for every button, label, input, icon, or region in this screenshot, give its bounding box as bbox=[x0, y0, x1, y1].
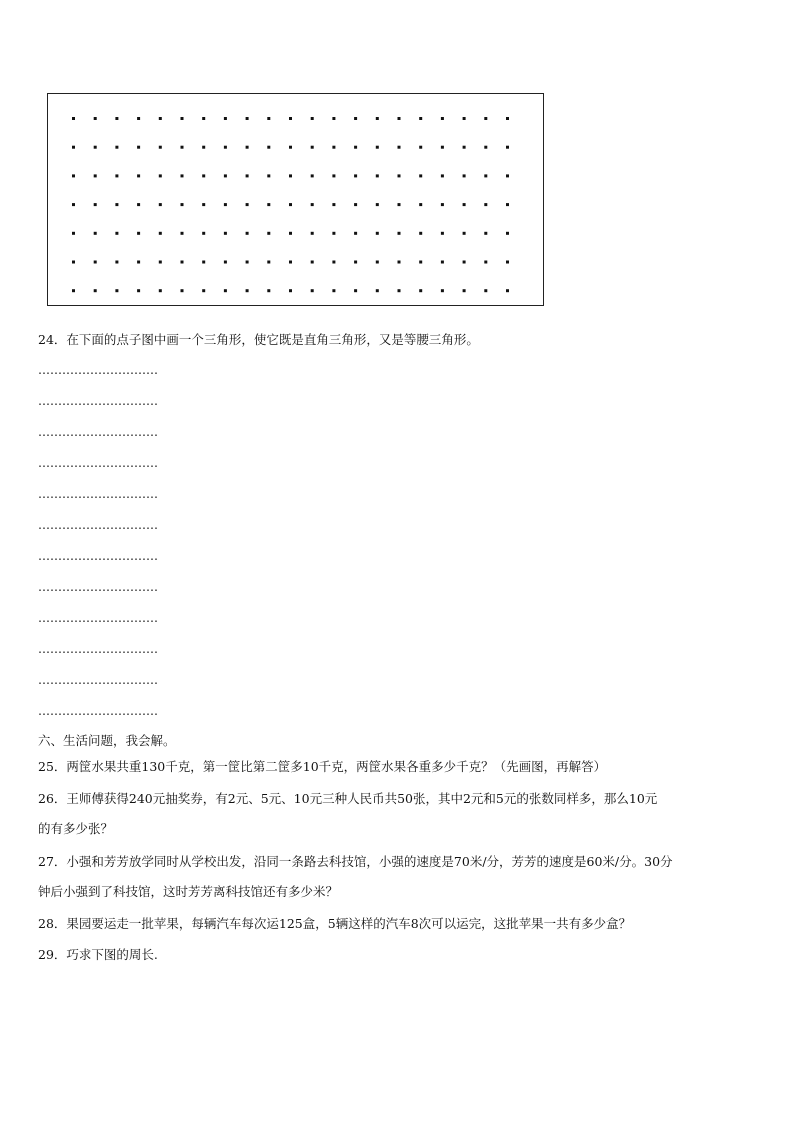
grid-dot bbox=[506, 261, 509, 264]
grid-dot bbox=[159, 174, 162, 177]
grid-dot bbox=[115, 117, 118, 120]
grid-dot bbox=[159, 232, 162, 235]
grid-dot bbox=[137, 146, 140, 149]
grid-dot bbox=[332, 117, 335, 120]
grid-dot bbox=[159, 203, 162, 206]
grid-dot bbox=[441, 203, 444, 206]
grid-dot bbox=[224, 203, 227, 206]
grid-dot bbox=[159, 117, 162, 120]
grid-dot bbox=[332, 261, 335, 264]
grid-dot bbox=[181, 261, 184, 264]
answer-dot-line: ………………………… bbox=[38, 580, 158, 594]
grid-dot bbox=[506, 232, 509, 235]
grid-dot bbox=[419, 174, 422, 177]
grid-dot bbox=[202, 289, 205, 292]
grid-dot bbox=[311, 174, 314, 177]
grid-dot bbox=[376, 261, 379, 264]
grid-dot bbox=[376, 117, 379, 120]
answer-dot-line: ………………………… bbox=[38, 673, 158, 687]
grid-dot bbox=[311, 289, 314, 292]
answer-dot-line: ………………………… bbox=[38, 642, 158, 656]
grid-dot bbox=[246, 146, 249, 149]
grid-dot bbox=[159, 289, 162, 292]
grid-dot bbox=[289, 203, 292, 206]
grid-dot bbox=[463, 174, 466, 177]
grid-dot bbox=[441, 261, 444, 264]
grid-dot bbox=[311, 117, 314, 120]
grid-dot bbox=[202, 174, 205, 177]
grid-dot bbox=[137, 232, 140, 235]
grid-dot bbox=[484, 232, 487, 235]
grid-dot bbox=[398, 232, 401, 235]
grid-dot bbox=[267, 174, 270, 177]
grid-dot bbox=[137, 174, 140, 177]
grid-dot bbox=[354, 117, 357, 120]
grid-dot bbox=[246, 261, 249, 264]
grid-dot bbox=[419, 117, 422, 120]
grid-dot bbox=[224, 146, 227, 149]
grid-dot bbox=[267, 261, 270, 264]
grid-dot bbox=[376, 232, 379, 235]
question-27-line-2: 钟后小强到了科技馆，这时芳芳离科技馆还有多少米？ bbox=[38, 884, 339, 899]
question-27-line-1: 27．小强和芳芳放学同时从学校出发，沿同一条路去科技馆，小强的速度是70米/分，芳芳的速度是60米/分。30分 bbox=[38, 854, 673, 869]
grid-dot bbox=[484, 174, 487, 177]
grid-dot bbox=[463, 117, 466, 120]
grid-dot bbox=[463, 146, 466, 149]
grid-dot bbox=[332, 174, 335, 177]
grid-dot bbox=[94, 289, 97, 292]
grid-dot bbox=[506, 174, 509, 177]
grid-dot bbox=[72, 232, 75, 235]
question-29: 29．巧求下图的周长. bbox=[38, 947, 158, 962]
grid-dot bbox=[289, 117, 292, 120]
grid-dot bbox=[267, 232, 270, 235]
grid-dot bbox=[202, 203, 205, 206]
grid-dot bbox=[398, 174, 401, 177]
grid-dot bbox=[137, 289, 140, 292]
grid-dot bbox=[159, 261, 162, 264]
grid-dot bbox=[419, 261, 422, 264]
grid-dot bbox=[224, 174, 227, 177]
question-25: 25．两筐水果共重130千克，第一筐比第二筐多10千克，两筐水果各重多少千克？（先画图，再解答） bbox=[38, 759, 607, 774]
answer-dot-line: ………………………… bbox=[38, 394, 158, 408]
grid-dot bbox=[354, 146, 357, 149]
grid-dot bbox=[484, 117, 487, 120]
grid-dot bbox=[376, 203, 379, 206]
grid-dot bbox=[115, 146, 118, 149]
grid-dot bbox=[94, 232, 97, 235]
answer-dot-line: ………………………… bbox=[38, 487, 158, 501]
grid-dot bbox=[354, 289, 357, 292]
grid-dot bbox=[484, 261, 487, 264]
grid-dot bbox=[354, 203, 357, 206]
question-28: 28．果园要运走一批苹果，每辆汽车每次运125盒，5辆这样的汽车8次可以运完，这批苹果一共有多少盒？ bbox=[38, 916, 632, 931]
grid-dot bbox=[115, 174, 118, 177]
grid-dot bbox=[354, 174, 357, 177]
grid-dot bbox=[267, 289, 270, 292]
grid-dot bbox=[224, 289, 227, 292]
grid-dot bbox=[441, 174, 444, 177]
question-24: 24．在下面的点子图中画一个三角形，使它既是直角三角形，又是等腰三角形。 bbox=[38, 332, 479, 347]
grid-dot bbox=[137, 117, 140, 120]
grid-dot bbox=[202, 232, 205, 235]
grid-dot bbox=[332, 289, 335, 292]
grid-dot bbox=[246, 117, 249, 120]
grid-dot bbox=[289, 289, 292, 292]
grid-dot bbox=[115, 203, 118, 206]
answer-dot-line: ………………………… bbox=[38, 456, 158, 470]
answer-dot-line: ………………………… bbox=[38, 611, 158, 625]
grid-dot bbox=[376, 146, 379, 149]
grid-dot bbox=[419, 232, 422, 235]
grid-dot bbox=[398, 117, 401, 120]
grid-dot bbox=[289, 232, 292, 235]
grid-dot bbox=[506, 203, 509, 206]
grid-dot bbox=[181, 232, 184, 235]
grid-dot bbox=[398, 261, 401, 264]
grid-dot bbox=[441, 146, 444, 149]
grid-dot bbox=[419, 146, 422, 149]
grid-dot bbox=[289, 174, 292, 177]
grid-dot bbox=[484, 146, 487, 149]
grid-dot bbox=[94, 203, 97, 206]
grid-dot bbox=[115, 261, 118, 264]
grid-dot bbox=[354, 232, 357, 235]
grid-dot bbox=[224, 232, 227, 235]
grid-dot bbox=[419, 203, 422, 206]
grid-dot bbox=[159, 146, 162, 149]
grid-dot bbox=[202, 261, 205, 264]
answer-dot-line: ………………………… bbox=[38, 549, 158, 563]
grid-dot bbox=[224, 117, 227, 120]
grid-dot bbox=[506, 289, 509, 292]
grid-dot bbox=[506, 146, 509, 149]
section-6-heading: 六、生活问题，我会解。 bbox=[38, 733, 176, 748]
grid-dot bbox=[311, 261, 314, 264]
grid-dot bbox=[332, 203, 335, 206]
question-26-line-1: 26．王师傅获得240元抽奖券，有2元、5元、10元三种人民币共50张，其中2元和5元的张数同样多，那么10元 bbox=[38, 791, 658, 806]
grid-dot bbox=[398, 289, 401, 292]
grid-dot bbox=[181, 289, 184, 292]
grid-dot bbox=[484, 289, 487, 292]
grid-dot bbox=[137, 261, 140, 264]
grid-dot bbox=[463, 232, 466, 235]
grid-dot bbox=[441, 117, 444, 120]
grid-dot bbox=[484, 203, 487, 206]
answer-dot-line: ………………………… bbox=[38, 425, 158, 439]
grid-dot bbox=[441, 232, 444, 235]
grid-dot bbox=[398, 203, 401, 206]
grid-dot bbox=[463, 289, 466, 292]
grid-dot bbox=[94, 146, 97, 149]
grid-dot bbox=[115, 289, 118, 292]
grid-dot bbox=[419, 289, 422, 292]
grid-dot bbox=[72, 117, 75, 120]
grid-dot bbox=[94, 261, 97, 264]
answer-dot-line: ………………………… bbox=[38, 704, 158, 718]
grid-dot bbox=[94, 174, 97, 177]
grid-dot bbox=[202, 117, 205, 120]
grid-dot bbox=[463, 261, 466, 264]
grid-dot bbox=[332, 232, 335, 235]
grid-dot bbox=[181, 117, 184, 120]
grid-dot bbox=[181, 203, 184, 206]
grid-dot bbox=[398, 146, 401, 149]
grid-dot bbox=[246, 289, 249, 292]
grid-dot bbox=[72, 146, 75, 149]
grid-dot bbox=[72, 174, 75, 177]
grid-dot bbox=[506, 117, 509, 120]
grid-dot bbox=[137, 203, 140, 206]
grid-dot bbox=[202, 146, 205, 149]
dot-grid-box bbox=[47, 93, 544, 306]
grid-dot bbox=[289, 261, 292, 264]
grid-dot bbox=[94, 117, 97, 120]
question-26-line-2: 的有多少张？ bbox=[38, 821, 114, 836]
dot-grid bbox=[48, 94, 545, 307]
grid-dot bbox=[376, 174, 379, 177]
grid-dot bbox=[354, 261, 357, 264]
grid-dot bbox=[332, 146, 335, 149]
grid-dot bbox=[224, 261, 227, 264]
grid-dot bbox=[267, 146, 270, 149]
answer-dot-line: ………………………… bbox=[38, 518, 158, 532]
grid-dot bbox=[311, 146, 314, 149]
grid-dot bbox=[115, 232, 118, 235]
grid-dot bbox=[267, 117, 270, 120]
grid-dot bbox=[181, 174, 184, 177]
answer-dot-line: ………………………… bbox=[38, 363, 158, 377]
grid-dot bbox=[441, 289, 444, 292]
grid-dot bbox=[72, 261, 75, 264]
grid-dot bbox=[72, 203, 75, 206]
grid-dot bbox=[267, 203, 270, 206]
grid-dot bbox=[72, 289, 75, 292]
grid-dot bbox=[181, 146, 184, 149]
grid-dot bbox=[311, 232, 314, 235]
grid-dot bbox=[311, 203, 314, 206]
grid-dot bbox=[376, 289, 379, 292]
grid-dot bbox=[463, 203, 466, 206]
grid-dot bbox=[289, 146, 292, 149]
grid-dot bbox=[246, 232, 249, 235]
grid-dot bbox=[246, 174, 249, 177]
grid-dot bbox=[246, 203, 249, 206]
